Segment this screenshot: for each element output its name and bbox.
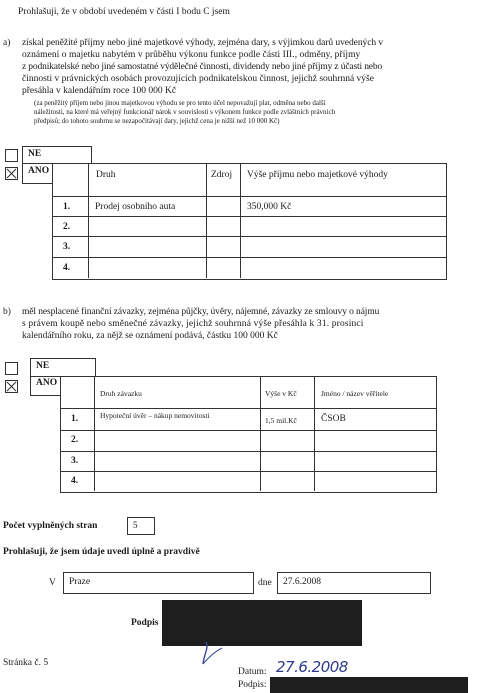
table-a-row-num: 2. xyxy=(63,222,71,232)
table-b-row-num: 2. xyxy=(71,435,79,445)
place-field[interactable] xyxy=(63,572,254,594)
date-label: dne xyxy=(258,578,272,588)
date-field[interactable] xyxy=(277,572,431,594)
section-b-line: měl nesplacené finanční závazky, zejména půjčky, úvěry, nájemné, závazky ze smlouvy o nájmu xyxy=(22,307,380,317)
table-b-header-vyse: Výše v Kč xyxy=(265,389,297,398)
table-b-row-vyse: 1,5 mil.Kč xyxy=(265,416,297,425)
section-a-line: činnosti v právnických osobách provozujících podnikatelskou činnost, jejichž souhrnná výše xyxy=(22,74,374,84)
table-b-header-druh: Druh závazku xyxy=(100,389,142,398)
pages-count-value: 5 xyxy=(133,520,138,530)
table-a-row-num: 3. xyxy=(63,242,71,252)
page-header: Prohlašuji, že v období uvedeném v části I bodu C jsem xyxy=(18,7,230,17)
section-a-note xyxy=(34,99,440,126)
table-a-header-zdroj: Zdroj xyxy=(211,170,233,180)
signature-redaction xyxy=(162,600,362,646)
table-b-row-num: 3. xyxy=(71,456,79,466)
table-b-row-num: 4. xyxy=(71,476,79,486)
page-number: Stránka č. 5 xyxy=(3,658,49,668)
option-a-ne-label: NE xyxy=(28,149,42,159)
date-value: 27.6.2008 xyxy=(283,577,321,587)
signature-scribble xyxy=(200,640,230,666)
checkbox-a-ne[interactable] xyxy=(5,149,18,162)
checkbox-b-ne[interactable] xyxy=(5,362,18,375)
table-b-header-veritel: Jméno / název věřitele xyxy=(321,389,389,398)
table-a xyxy=(52,163,447,280)
section-a-marker: a) xyxy=(3,38,11,48)
section-a-text xyxy=(22,37,440,97)
checkbox-a-ano-checked[interactable] xyxy=(5,167,18,180)
section-b-line: kalendářního roku, za nějž se oznámení podává, částku 100 000 Kč xyxy=(22,331,278,341)
podpis-label: Podpis: xyxy=(238,680,267,690)
section-a-line: oznámení o majetku nabytém v průběhu výkonu funkce podle části III., odměny, příjmy xyxy=(22,50,361,60)
signature-label: Podpis xyxy=(131,618,159,628)
declaration-text: Prohlašuji, že jsem údaje uvedl úplně a pravdivě xyxy=(3,547,200,557)
table-a-header-druh: Druh xyxy=(96,170,116,180)
table-a-row-druh: Prodej osobního auta xyxy=(95,202,176,212)
section-b-line: s právem koupě nebo směnečné závazky, jejichž souhrnná výše přesáhla k 31. prosinci xyxy=(22,319,364,329)
datum-label: Datum: xyxy=(238,667,267,677)
pages-count-field[interactable] xyxy=(127,517,155,535)
section-a-note-line: předpisů; do tohoto souhrnu se nezapočítávají dary, jejichž cena je nižší než 10 000 Kč) xyxy=(34,117,280,125)
option-a-ano-label: ANO xyxy=(28,166,50,176)
section-a-note-line: (za peněžitý příjem nebo jinou majetkovou výhodu se pro tento účel nepovažují plat, odměna nebo další xyxy=(34,99,326,107)
section-a-line: z podnikatelské nebo jiné samostatné výdělečné činnosti, dividendy nebo jiné příjmy z účasti nebo xyxy=(22,62,383,72)
table-b-row-druh: Hypoteční úvěr – nákup nemovitosti xyxy=(100,411,210,420)
podpis-redaction xyxy=(270,677,468,693)
table-b-row-num: 1. xyxy=(71,414,79,424)
table-a-row-num: 1. xyxy=(63,202,71,212)
section-a-line: přesáhla v kalendářním roce 100 000 Kč xyxy=(22,86,177,96)
option-b-ne-label: NE xyxy=(36,361,50,371)
section-b-text xyxy=(22,306,440,342)
section-b-marker: b) xyxy=(3,307,11,317)
table-b-row-veritel: ČSOB xyxy=(321,414,346,424)
datum-handwritten: 27.6.2008 xyxy=(276,658,348,676)
table-a-header-vyse: Výše příjmu nebo majetkové výhody xyxy=(247,170,388,180)
checkbox-b-ano-checked[interactable] xyxy=(5,380,18,393)
place-label: V xyxy=(49,578,56,588)
option-b-ano-label: ANO xyxy=(36,378,58,388)
table-a-row-vyse: 350,000 Kč xyxy=(247,202,292,212)
place-value: Praze xyxy=(69,577,91,587)
pages-count-label: Počet vyplněných stran xyxy=(3,521,98,531)
section-a-line: získal peněžité příjmy nebo jiné majetkové výhody, zejména dary, s výjimkou darů uvedených v xyxy=(22,38,384,48)
table-a-row-num: 4. xyxy=(63,263,71,273)
section-a-note-line: náležitosti, na které má veřejný funkcionář nárok v souvislosti s výkonem funkce podle zvláštních právních xyxy=(34,108,336,116)
